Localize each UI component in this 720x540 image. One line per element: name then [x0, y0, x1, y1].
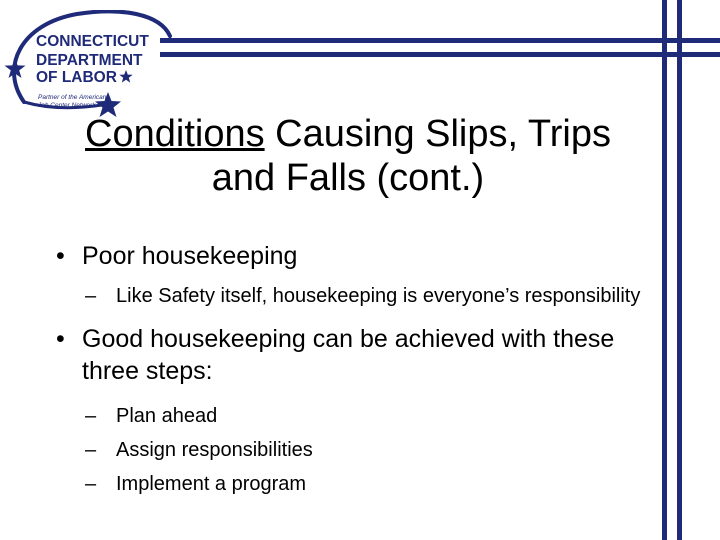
logo-line-3: OF LABOR [36, 69, 117, 86]
bullet-icon: • [56, 325, 65, 353]
sub-bullet-text: Implement a program [116, 473, 307, 495]
title-underlined-word: Conditions [85, 113, 265, 155]
logo-tagline-1: Partner of the American [38, 94, 107, 101]
side-rule-left [662, 0, 667, 540]
top-rule-lower [160, 52, 720, 57]
logo-star-small-icon [119, 70, 132, 83]
title-line-2: and Falls (cont.) [211, 157, 485, 199]
dash-icon: – [85, 439, 97, 461]
sub-bullet-item [56, 433, 656, 467]
logo-tagline-2: Job Center Network [38, 102, 96, 109]
bullet-list [56, 240, 656, 501]
sub-bullet-text: Like Safety itself, housekeeping is everyone’s responsibility [116, 285, 641, 307]
logo-line-2: DEPARTMENT [36, 52, 143, 69]
dash-icon: – [85, 473, 97, 495]
bullet-item [56, 240, 656, 272]
sub-bullet-item [56, 284, 656, 309]
sub-bullet-text: Plan ahead [116, 405, 218, 427]
bullet-item [56, 323, 656, 387]
title-line-1 [28, 112, 668, 156]
slide-title [28, 112, 668, 200]
ct-dol-logo [2, 10, 174, 120]
top-rule-upper [160, 38, 720, 43]
dash-icon: – [85, 405, 97, 427]
title-rest: Causing Slips, Trips [264, 113, 611, 155]
side-rule-right [677, 0, 682, 540]
bullet-icon: • [56, 242, 65, 270]
bullet-text: Poor housekeeping [82, 242, 298, 270]
sub-bullet-text: Assign responsibilities [116, 439, 313, 461]
dash-icon: – [85, 285, 97, 307]
sub-bullet-item [56, 467, 656, 501]
sub-bullet-item [56, 399, 656, 433]
bullet-text: Good housekeeping can be achieved with these three steps: [82, 325, 615, 385]
logo-line-1: CONNECTICUT [36, 33, 149, 50]
